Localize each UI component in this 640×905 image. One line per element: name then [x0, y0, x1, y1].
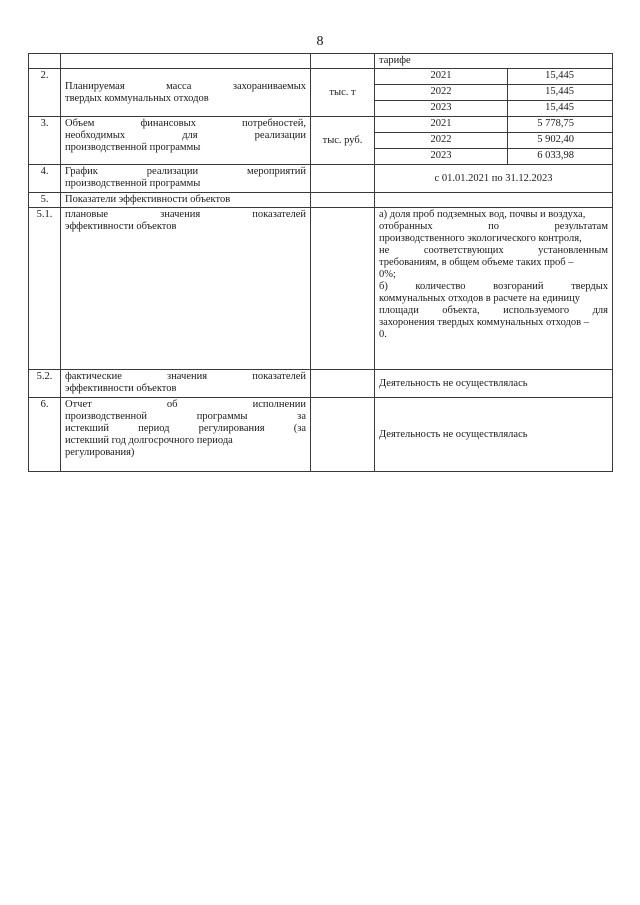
row-name: Объем финансовых потребностей, необходимых для реализации производственной программы	[61, 117, 311, 165]
row-number: 5.2.	[29, 370, 61, 398]
value-cell: 5 778,75	[508, 117, 613, 133]
row-name: Планируемая масса захораниваемых твердых коммунальных отходов	[61, 69, 311, 117]
value-cell: 15,445	[508, 85, 613, 101]
table-row-5	[29, 193, 613, 208]
row-name: Отчет об исполнении производственной программы за истекший период регулирования (за истекший год долгосрочного периода регулирования)	[61, 398, 311, 472]
row-number: 3.	[29, 117, 61, 165]
table-row-5-1	[29, 208, 613, 370]
year-cell: 2021	[375, 117, 508, 133]
year-cell: 2023	[375, 149, 508, 165]
row-name: График реализации мероприятий производственной программы	[61, 165, 311, 193]
production-program-table	[28, 53, 613, 472]
year-cell: 2021	[375, 69, 508, 85]
table-row-4	[29, 165, 613, 193]
row-unit: тыс. руб.	[311, 117, 375, 165]
table-row-5-2	[29, 370, 613, 398]
actual-indicators-value: Деятельность не осуществлялась	[375, 370, 613, 398]
row-name: плановые значения показателей эффективности объектов	[61, 208, 311, 370]
value-cell: 6 033,98	[508, 149, 613, 165]
year-cell: 2023	[375, 101, 508, 117]
row-number: 2.	[29, 69, 61, 117]
table-row-continuation	[29, 54, 613, 69]
table-row-2	[29, 69, 613, 85]
row-unit: тыс. т	[311, 69, 375, 117]
schedule-value: с 01.01.2021 по 31.12.2023	[375, 165, 613, 193]
row-number: 5.1.	[29, 208, 61, 370]
year-cell: 2022	[375, 85, 508, 101]
continuation-text: тарифе	[375, 54, 613, 69]
row-number: 5.	[29, 193, 61, 208]
row-number: 4.	[29, 165, 61, 193]
table-row-3	[29, 117, 613, 133]
row-number: 6.	[29, 398, 61, 472]
year-cell: 2022	[375, 133, 508, 149]
planned-indicators-value: а) доля проб подземных вод, почвы и воздуха, отобранных по результатам производственного экологического контроля, не соответствующих установленным требованиям, в общем объеме таких проб – 0%; б) количество возгораний твердых коммунальных отходов в расчете на единицу площади объекта, используемого для захоронения твердых коммунальных отходов – 0.	[375, 208, 613, 370]
value-cell: 5 902,40	[508, 133, 613, 149]
row-name: фактические значения показателей эффективности объектов	[61, 370, 311, 398]
value-cell: 15,445	[508, 101, 613, 117]
report-value: Деятельность не осуществлялась	[375, 398, 613, 472]
value-cell: 15,445	[508, 69, 613, 85]
row-name: Показатели эффективности объектов	[61, 193, 311, 208]
table-row-6	[29, 398, 613, 472]
page-number: 8	[316, 34, 324, 49]
